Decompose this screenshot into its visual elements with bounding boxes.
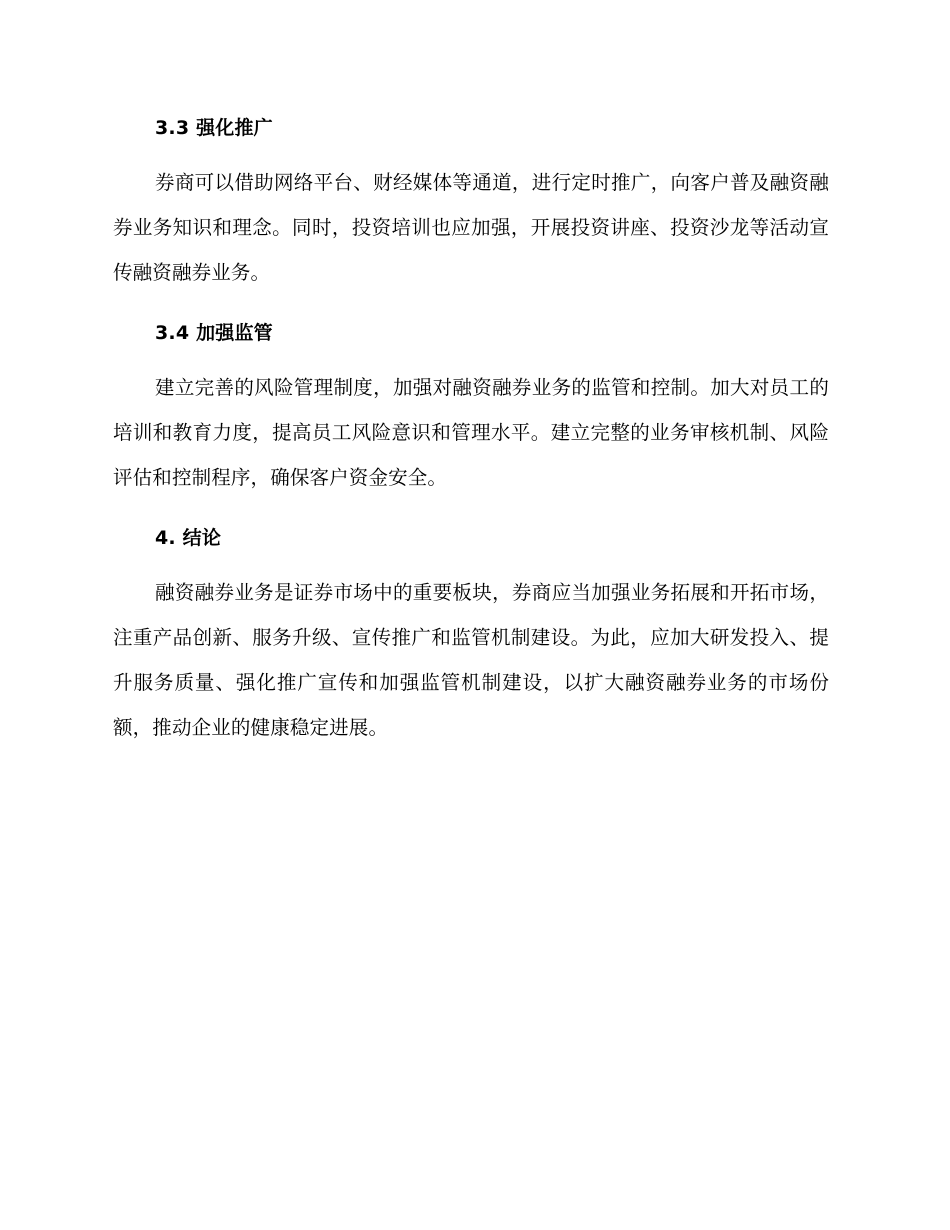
section-paragraph: 建立完善的风险管理制度，加强对融资融券业务的监管和控制。加大对员工的培训和教育力度，提高员工风险意识和管理水平。建立完整的业务审核机制、风险评估和控制程序，确保客户资金安全。 bbox=[113, 376, 829, 489]
section-heading: 3.4 加强监管 bbox=[155, 322, 273, 344]
section-4 bbox=[113, 522, 829, 750]
section-paragraph: 融资融券业务是证券市场中的重要板块，券商应当加强业务拓展和开拓市场，注重产品创新、服务升级、宣传推广和监管机制建设。为此，应加大研发投入、提升服务质量、强化推广宣传和加强监管机制建设，以扩大融资融券业务的市场份额，推动企业的健康稳定进展。 bbox=[113, 581, 829, 739]
section-3-3 bbox=[113, 112, 829, 295]
section-heading: 3.3 强化推广 bbox=[155, 117, 273, 139]
section-paragraph: 券商可以借助网络平台、财经媒体等通道，进行定时推广，向客户普及融资融券业务知识和理念。同时，投资培训也应加强，开展投资讲座、投资沙龙等活动宣传融资融券业务。 bbox=[113, 171, 829, 284]
document-page bbox=[113, 112, 829, 772]
section-heading: 4. 结论 bbox=[155, 527, 222, 549]
section-3-4 bbox=[113, 317, 829, 500]
